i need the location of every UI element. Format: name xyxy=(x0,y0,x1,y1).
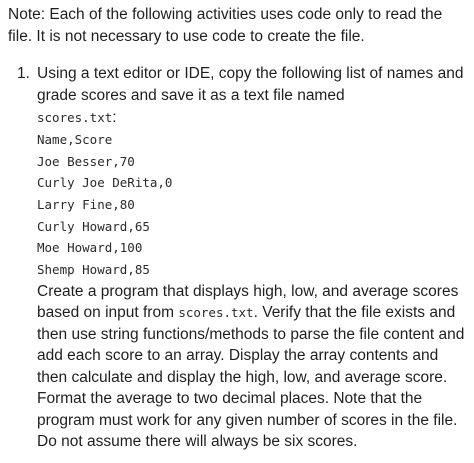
item-body xyxy=(37,63,467,453)
item-number: 1. xyxy=(17,65,30,82)
intro-filename: scores.txt xyxy=(37,110,113,125)
intro-filename-suffix: : xyxy=(112,109,117,126)
code-line: Joe Besser,70 xyxy=(37,153,135,169)
task-text-before: Create a program that displays high, low, and average scores based on input from xyxy=(37,282,459,322)
code-line: Curly Howard,65 xyxy=(37,218,150,234)
code-line: Curly Joe DeRita,0 xyxy=(37,175,173,191)
task-text-after: . Verify that the file exists and then use string functions/methods to parse the file content and add each score to an array. Display the array contents and then calculate and display the high, low, and average score. Format the average to two decimal places. Note that the program must work for any given number of scores in the file. Do not assume there will always be six scores. xyxy=(37,304,465,451)
item-intro-text: Using a text editor or IDE, copy the following list of names and grade scores and save it as a text file named xyxy=(37,65,464,104)
item-intro-paragraph xyxy=(37,63,467,129)
task-paragraph xyxy=(37,281,467,453)
code-line: Shemp Howard,85 xyxy=(37,262,150,278)
scores-file-listing xyxy=(37,129,467,281)
code-line: Name,Score xyxy=(37,132,113,147)
note-paragraph: Note: Each of the following activities uses code only to read the file. It is not necessary to use code to create the file. xyxy=(8,6,443,45)
task-filename: scores.txt xyxy=(178,305,254,321)
code-line: Moe Howard,100 xyxy=(37,240,143,256)
code-line: Larry Fine,80 xyxy=(37,197,135,213)
